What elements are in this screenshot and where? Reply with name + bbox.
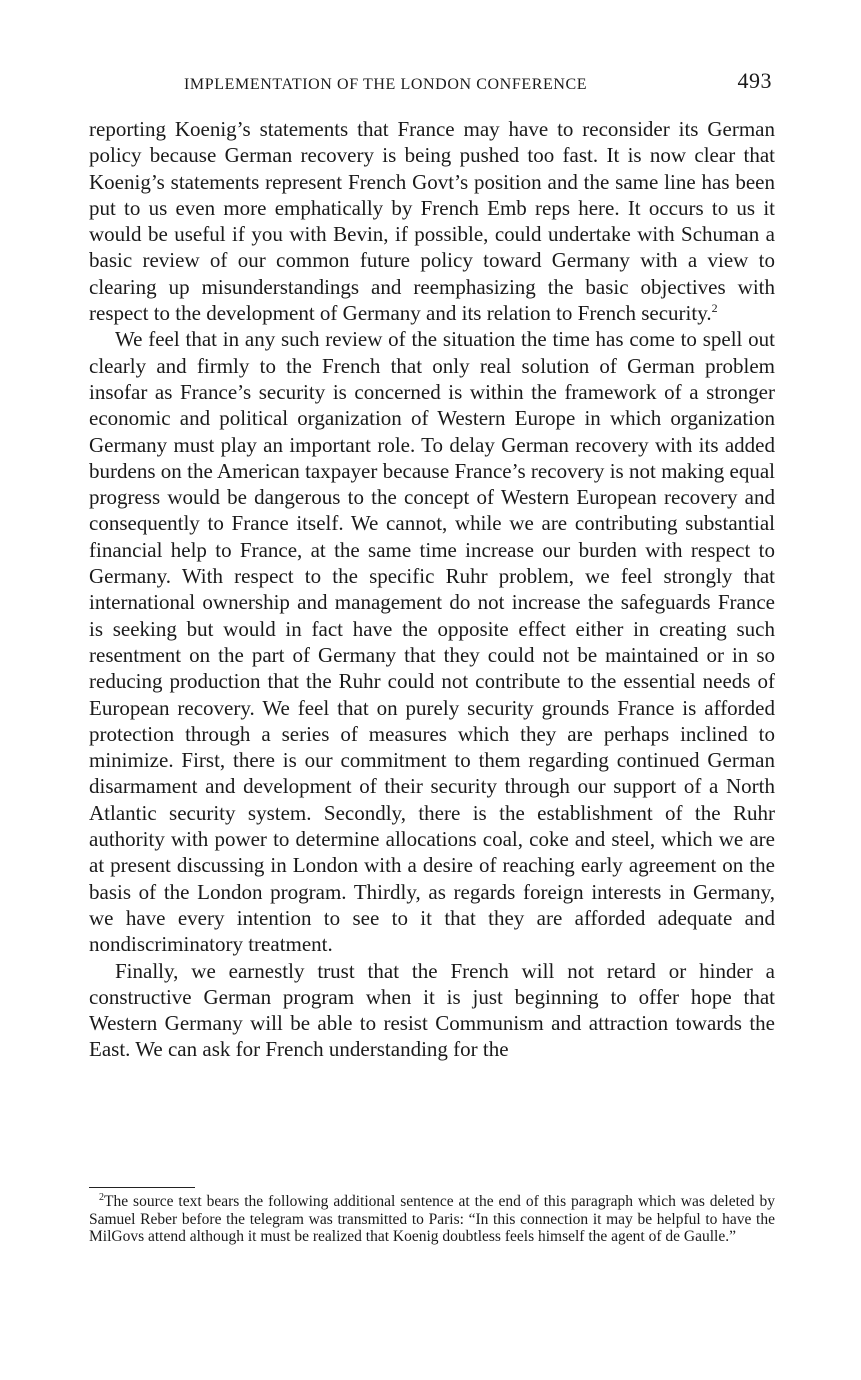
running-head — [90, 66, 776, 96]
footnote-text: The source text bears the following additional sentence at the end of this paragraph which was deleted by Samuel Reber before the telegram was transmitted to Paris: “In this connection it may be helpful to have the MilGovs attend although it must be realized that Koenig doubtless feels himself the agent of de Gaulle.” — [89, 1193, 775, 1246]
paragraph-2-text: We feel that in any such review of the situation the time has come to spell out clearly and firmly to the French that only real solution of German problem insofar as France’s security is concerned is within the framework of a stronger economic and political organization of Western Europe in which organization Germany must play an important role. To delay German recovery with its added burdens on the American taxpayer because France’s recovery is not making equal progress would be dangerous to the concept of Western European recovery and consequently to France itself. We cannot, while we are contributing substantial financial help to France, at the same time increase our burden with respect to Germany. With respect to the specific Ruhr problem, we feel strongly that international ownership and management do not increase the safeguards France is seeking but would in fact have the opposite effect either in creating such resentment on the part of Germany that they could not be maintained or in so reducing production that the Ruhr could not contribute to the essential needs of European recovery. We feel that on purely security grounds France is afforded protection through a series of measures which they are perhaps inclined to minimize. First, there is our commitment to them regarding continued German disarmament and development of their security through our support of a North Atlantic security system. Secondly, there is the establishment of the Ruhr authority with power to determine allocations coal, coke and steel, which we are at present discussing in London with a desire of reaching early agreement on the basis of the London program. Thirdly, as regards foreign interests in Germany, we have every intention to see to it that they are afforded adequate and nondiscriminatory treatment. — [89, 327, 775, 957]
page-number: 493 — [737, 68, 772, 93]
footnote-mark: 2 — [99, 1191, 104, 1203]
paragraph-1-text: reporting Koenig’s statements that France may have to reconsider its German policy because German recovery is being pushed too fast. It is now clear that Koenig’s statements represent French Govt’s position and the same line has been put to us even more emphatically by French Emb reps here. It occurs to us it would be useful if you with Bevin, if possible, could undertake with Schuman a basic review of our common future policy toward Germany with a view to clearing up misunderstandings and reemphasizing the basic objectives with respect to the development of Germany and its relation to French security. — [89, 117, 775, 326]
running-title: IMPLEMENTATION OF THE LONDON CONFERENCE — [184, 76, 588, 93]
footnote-divider — [89, 1187, 195, 1188]
paragraph-3 — [89, 958, 775, 1063]
footnote-reference: 2 — [711, 301, 718, 316]
paragraph-1 — [89, 116, 775, 326]
body-text — [89, 116, 775, 1063]
paragraph-3-text: Finally, we earnestly trust that the French will not retard or hinder a constructive German program when it is just beginning to offer hope that Western Germany will be able to resist Communism and attraction towards the East. We can ask for French understanding for the — [89, 958, 775, 1062]
paragraph-2 — [89, 326, 775, 957]
footnotes — [89, 1193, 775, 1246]
footnote-2 — [89, 1193, 775, 1246]
